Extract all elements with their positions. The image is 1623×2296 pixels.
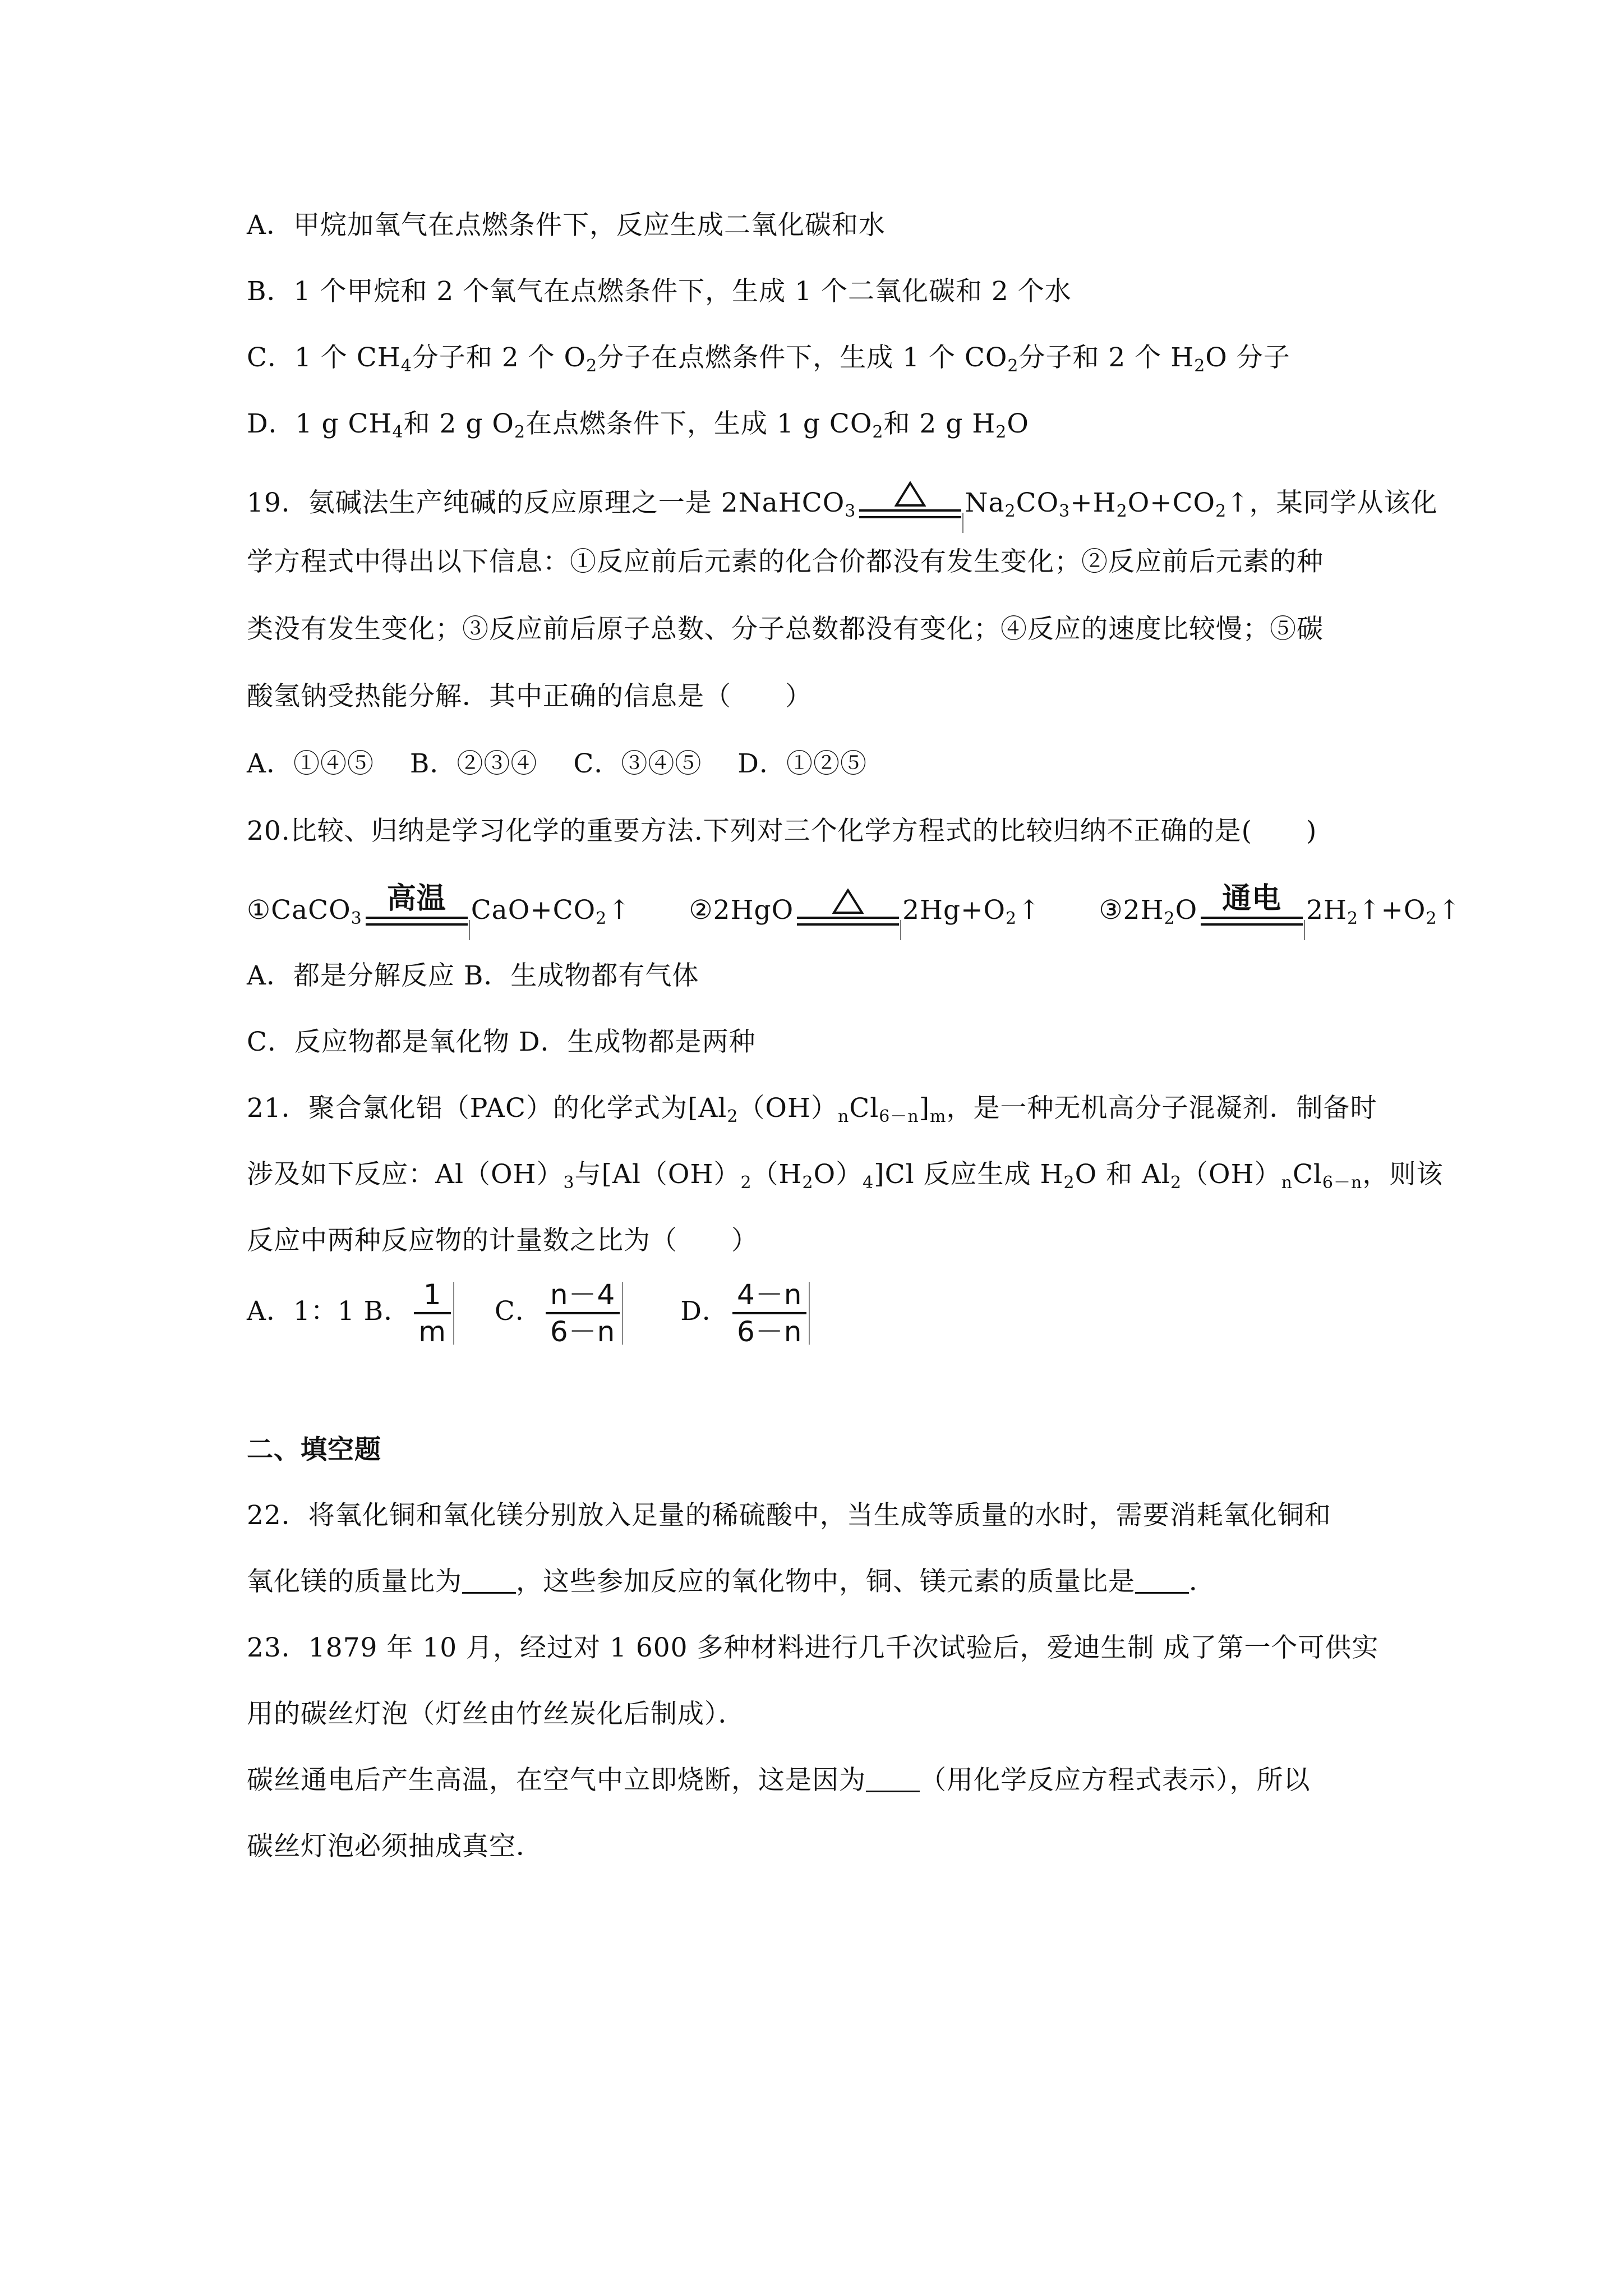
text-run: O 和 Al (1075, 1159, 1170, 1190)
subscript: 2 (727, 1107, 739, 1126)
answer-blank[interactable] (866, 1768, 920, 1792)
text-run: 酸氢钠受热能分解．其中正确的信息是（ ） (247, 681, 812, 712)
q20-equations (247, 882, 1461, 939)
text-run: ] (919, 1093, 930, 1124)
section-title: 二、填空题 (247, 1434, 381, 1465)
q19-line-3 (247, 613, 1391, 646)
q21-line-1 (247, 1092, 1391, 1125)
numerator: n－4 (550, 1278, 616, 1311)
subscript: 2 (1063, 1173, 1075, 1193)
fraction-b (414, 1278, 451, 1348)
subscript: 2 (802, 1173, 814, 1193)
text-run: C．1 个 CH (247, 342, 401, 373)
q18-option-d (247, 407, 1391, 441)
subscript: 4 (400, 356, 412, 376)
subscript: 6－n (1322, 1173, 1363, 1193)
numerator: 1 (423, 1278, 442, 1311)
subscript: 2 (1426, 909, 1437, 928)
option-text: D． (680, 1296, 729, 1327)
option-text: A．都是分解反应 B．生成物都有气体 (247, 960, 699, 991)
q19-line-1 (247, 478, 1438, 532)
text-run: 在点燃条件下，生成 1 g CO (525, 408, 873, 439)
denominator: m (418, 1315, 446, 1348)
numerator: 4－n (736, 1278, 803, 1311)
text-run: Na (965, 487, 1005, 518)
q20-stem (247, 815, 1391, 848)
q18-option-a (247, 209, 1391, 242)
text-run: （H (751, 1159, 803, 1190)
text-run: O (1175, 895, 1198, 926)
option-text: A．①④⑤ B．②③④ C．③④⑤ D．①②⑤ (247, 748, 867, 779)
text-run: 22．将氧化铜和氧化镁分别放入足量的稀硫酸中，当生成等质量的水时，需要消耗氧化铜和 (247, 1500, 1331, 1531)
q21-options (247, 1272, 1391, 1351)
q20-options-ab (247, 959, 1391, 993)
text-run: O） (813, 1159, 863, 1190)
text-run: O 分子 (1205, 342, 1290, 373)
text-run: ③2H (1099, 895, 1164, 926)
subscript: 2 (740, 1173, 752, 1193)
option-text: A．1：1 B． (247, 1296, 411, 1327)
subscript: 2 (1194, 356, 1206, 376)
text-run: O (1007, 408, 1029, 439)
text-run: CaO+CO (471, 895, 596, 926)
subscript: 2 (514, 422, 526, 442)
text-run: 学方程式中得出以下信息：①反应前后元素的化合价都没有发生变化；②反应前后元素的种 (247, 546, 1324, 577)
text-run: 反应中两种反应物的计量数之比为（ ） (247, 1225, 758, 1256)
text-run: O+CO (1127, 487, 1216, 518)
electrolysis-condition-mark (1198, 882, 1305, 939)
condition-label: 高温 (386, 882, 446, 915)
text-run: ，这些参加反应的氧化物中，铜、镁元素的质量比是 (516, 1566, 1135, 1597)
option-text: A．甲烷加氧气在点燃条件下，反应生成二氧化碳和水 (247, 210, 886, 241)
answer-blank[interactable] (462, 1570, 516, 1594)
q23-line-1 (247, 1631, 1391, 1665)
heat-condition-mark (857, 478, 963, 532)
text-run: 和 2 g O (403, 408, 514, 439)
q23-line-3 (247, 1764, 1391, 1797)
subscript: 2 (1347, 909, 1359, 928)
fraction-d (732, 1278, 807, 1348)
subscript: 3 (845, 501, 856, 521)
text-run: ↑+O (1358, 895, 1426, 926)
text-run: 2Hg+O (902, 895, 1006, 926)
text-run: 类没有发生变化；③反应前后原子总数、分子总数都没有变化；④反应的速度比较慢；⑤碳 (247, 614, 1324, 645)
gas-arrow: ↑ (1438, 895, 1461, 926)
text-run: 与[Al（OH） (574, 1159, 741, 1190)
text-run: 碳丝灯泡必须抽成真空． (247, 1831, 543, 1862)
subscript: n (837, 1107, 850, 1126)
subscript: 4 (392, 422, 404, 442)
section-heading (247, 1433, 1391, 1467)
text-run: 21．聚合氯化铝（PAC）的化学式为[Al (247, 1093, 727, 1124)
text-run: （OH） (1182, 1159, 1281, 1190)
gas-arrow: ↑ (608, 895, 631, 926)
text-run: ↑，某同学从该化 (1227, 487, 1438, 518)
text-run: 分子和 2 个 O (412, 342, 587, 373)
subscript: 2 (872, 422, 884, 442)
gas-arrow: ↑ (1018, 895, 1041, 926)
subscript: 2 (1004, 501, 1016, 521)
q19-line-2 (247, 545, 1391, 579)
subscript: 3 (351, 909, 362, 928)
q22-line-2 (247, 1565, 1391, 1599)
condition-label: 通电 (1222, 882, 1282, 915)
option-text: C．反应物都是氧化物 D．生成物都是两种 (247, 1027, 756, 1057)
text-run: CO (1016, 487, 1059, 518)
q23-line-4 (247, 1830, 1391, 1864)
fraction-c (546, 1278, 620, 1348)
q21-line-2 (247, 1158, 1444, 1193)
text-run: 和 2 g H (883, 408, 996, 439)
subscript: 2 (1170, 1173, 1182, 1193)
text-run: 涉及如下反应：Al（OH） (247, 1159, 564, 1190)
text-run: ②2HgO (689, 895, 794, 926)
subscript: 2 (995, 422, 1007, 442)
subscript: 6－n (879, 1107, 919, 1126)
text-run: Cl (1292, 1159, 1322, 1190)
denominator: 6－n (550, 1315, 616, 1348)
text-run: Cl (849, 1093, 879, 1124)
high-temp-condition-mark (363, 882, 470, 939)
text-run: 20.比较、归纳是学习化学的重要方法.下列对三个化学方程式的比较归纳不正确的是( ) (247, 816, 1317, 846)
q20-options-cd (247, 1025, 1391, 1059)
text-run: ． (1189, 1566, 1216, 1597)
text-run: ，则该 (1362, 1159, 1444, 1190)
subscript: 2 (1164, 909, 1175, 928)
text-run: 19．氨碱法生产纯碱的反应原理之一是 2NaHCO (247, 487, 845, 518)
subscript: 2 (586, 356, 598, 376)
q18-option-c (247, 341, 1391, 375)
heat-condition-mark (795, 885, 901, 939)
subscript: 3 (1059, 501, 1071, 521)
option-text: B．1 个甲烷和 2 个氧气在点燃条件下，生成 1 个二氧化碳和 2 个水 (247, 276, 1072, 307)
q19-line-4 (247, 680, 1391, 714)
q18-option-b (247, 275, 1391, 309)
text-run: 分子和 2 个 H (1018, 342, 1195, 373)
subscript: m (930, 1107, 947, 1126)
text-run: ①CaCO (247, 895, 351, 926)
subscript: 2 (1006, 909, 1017, 928)
subscript: 4 (863, 1173, 874, 1193)
subscript: n (1281, 1173, 1293, 1193)
subscript: 2 (1007, 356, 1019, 376)
q21-line-3 (247, 1224, 1391, 1258)
subscript: 2 (596, 909, 607, 928)
text-run: （用化学反应方程式表示），所以 (920, 1765, 1311, 1796)
option-text: C． (494, 1296, 542, 1327)
text-run: +H (1070, 487, 1117, 518)
q22-line-1 (247, 1499, 1391, 1533)
denominator: 6－n (736, 1315, 803, 1348)
q19-options (247, 747, 1391, 781)
text-run: 23．1879 年 10 月，经过对 1 600 多种材料进行几千次试验后，爱迪生制 成了第一个可供实 (247, 1632, 1379, 1663)
subscript: 2 (1215, 501, 1227, 521)
subscript: 2 (1116, 501, 1128, 521)
text-run: 2H (1306, 895, 1347, 926)
text-run: 碳丝通电后产生高温，在空气中立即烧断，这是因为 (247, 1765, 866, 1796)
text-run: 氧化镁的质量比为 (247, 1566, 462, 1597)
answer-blank[interactable] (1135, 1570, 1189, 1594)
delta-icon (832, 889, 864, 914)
q23-line-2 (247, 1697, 1391, 1731)
text-run: D．1 g CH (247, 408, 393, 439)
text-run: ，是一种无机高分子混凝剂．制备时 (946, 1093, 1377, 1124)
subscript: 3 (563, 1173, 575, 1193)
text-run: 用的碳丝灯泡（灯丝由竹丝炭化后制成）． (247, 1699, 745, 1729)
text-run: （OH） (738, 1093, 838, 1124)
text-run: 分子在点燃条件下，生成 1 个 CO (597, 342, 1008, 373)
delta-icon (895, 481, 926, 507)
text-run: ]Cl 反应生成 H (874, 1159, 1064, 1190)
